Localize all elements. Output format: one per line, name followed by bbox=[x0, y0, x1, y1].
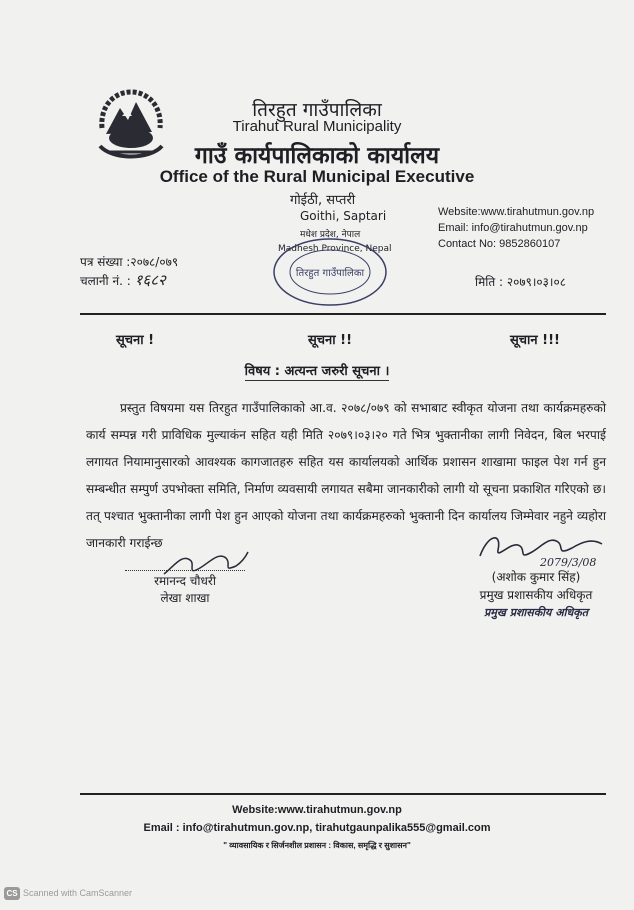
office-name-en: Office of the Rural Municipal Executive bbox=[159, 167, 475, 186]
subject-text: विषय : अत्यन्त जरुरी सूचना । bbox=[244, 364, 390, 379]
footer-website: Website:www.tirahutmun.gov.np bbox=[232, 804, 402, 816]
body-paragraph: प्रस्तुत विषयमा यस तिरहुत गाउँपालिकाको आ.व. २०७८/०७९ को सभाबाट स्वीकृत योजना तथा कार्यक्रमहरुको कार्य सम्पन्न गरी प्राविधिक मुल्याकंन सहित यही मिति २०७९।०३।२० गते भित्र भुक्तानीका लागी निवेदन, बिल भरपाई लगायत नियामानुसारको आवश्यक कागजातहरु सहित यस कार्यालयको आर्थिक प्रशासन शाखामा फाइल पेश गर्न हुन सम्बन्धीत सम्पुर्ण उपभोक्ता समिति, निर्माण व्यवसायी लगायत सबैमा जानकारीको लागी यो सूचना प्रकाशित गरिएको छ। तत् पश्चात भुक्तानीका लागी पेश हुन आएको योजना तथा कार्यक्रमहरुको भुक्तानी दिन कार्यालय जिम्मेवार नहुने व्यहोरा जानकारी गराईन्छ bbox=[86, 401, 606, 550]
subject-line bbox=[0, 361, 634, 379]
chalani-row bbox=[80, 271, 178, 290]
date-value: २०७९।०३।०८ bbox=[506, 275, 566, 289]
chalani-label: चलानी नं. : bbox=[80, 274, 131, 288]
right-signatory bbox=[456, 568, 616, 622]
right-signatory-name: (अशोक कुमार सिंह) bbox=[491, 570, 581, 584]
municipality-name-np: तिरहुत गाउँपालिका bbox=[252, 99, 382, 121]
province-np: मधेश प्रदेश, नेपाल bbox=[300, 230, 361, 240]
scanner-watermark bbox=[4, 887, 132, 900]
date-label: मिति : bbox=[475, 275, 504, 289]
notice-label-3: सूचान !!! bbox=[510, 333, 560, 348]
header-email: Email: info@tirahutmun.gov.np bbox=[438, 222, 588, 234]
left-signatory-title: लेखा शाखा bbox=[160, 591, 210, 605]
patra-row bbox=[80, 253, 178, 271]
date-block bbox=[475, 273, 566, 290]
province-en: Madhesh Province, Nepal bbox=[278, 244, 392, 254]
right-signatory-title: प्रमुख प्रशासकीय अधिकृत bbox=[479, 588, 593, 602]
header-contact: Contact No: 9852860107 bbox=[438, 238, 561, 250]
chalani-value: १६८२ bbox=[134, 271, 166, 289]
scanner-text: Scanned with CamScanner bbox=[23, 887, 133, 898]
office-name-np: गाउँ कार्यपालिकाको कार्यालय bbox=[194, 143, 440, 169]
round-stamp-text: तिरहुत गाउँपालिका bbox=[295, 268, 365, 279]
right-signature-date: 2079/3/08 bbox=[540, 556, 597, 569]
address-np: गोईठी, सप्तरी bbox=[290, 193, 356, 208]
left-signatory bbox=[120, 570, 250, 607]
notice-label-1: सूचना ! bbox=[116, 333, 155, 348]
footer-email: Email : info@tirahutmun.gov.np, tirahutgaunpalika555@gmail.com bbox=[143, 822, 491, 834]
address-en: Goithi, Saptari bbox=[300, 209, 387, 223]
header-website: Website:www.tirahutmun.gov.np bbox=[438, 206, 595, 218]
camscanner-logo-icon: CS bbox=[4, 887, 20, 900]
footer-slogan: " व्यावसायिक र सिर्जनशील प्रशासन : विकास, समृद्धि र सुशासन" bbox=[223, 841, 411, 850]
right-signature-scribble bbox=[472, 526, 606, 570]
reference-block bbox=[80, 253, 178, 290]
left-signatory-name: रमानन्द चौधरी bbox=[154, 574, 216, 588]
header-divider bbox=[80, 313, 606, 315]
patra-value: :२०७८/०७९ bbox=[126, 255, 179, 269]
municipality-name-en: Tirahut Rural Municipality bbox=[232, 118, 402, 135]
notice-label-2: सूचना !! bbox=[308, 333, 353, 348]
left-signature-line bbox=[125, 570, 245, 571]
round-office-stamp bbox=[270, 236, 390, 308]
right-signatory-stamp: प्रमुख प्रशासकीय अधिकृत bbox=[484, 606, 588, 619]
patra-label: पत्र संख्या bbox=[80, 255, 123, 269]
footer-divider bbox=[80, 793, 606, 795]
contact-block bbox=[438, 204, 594, 252]
